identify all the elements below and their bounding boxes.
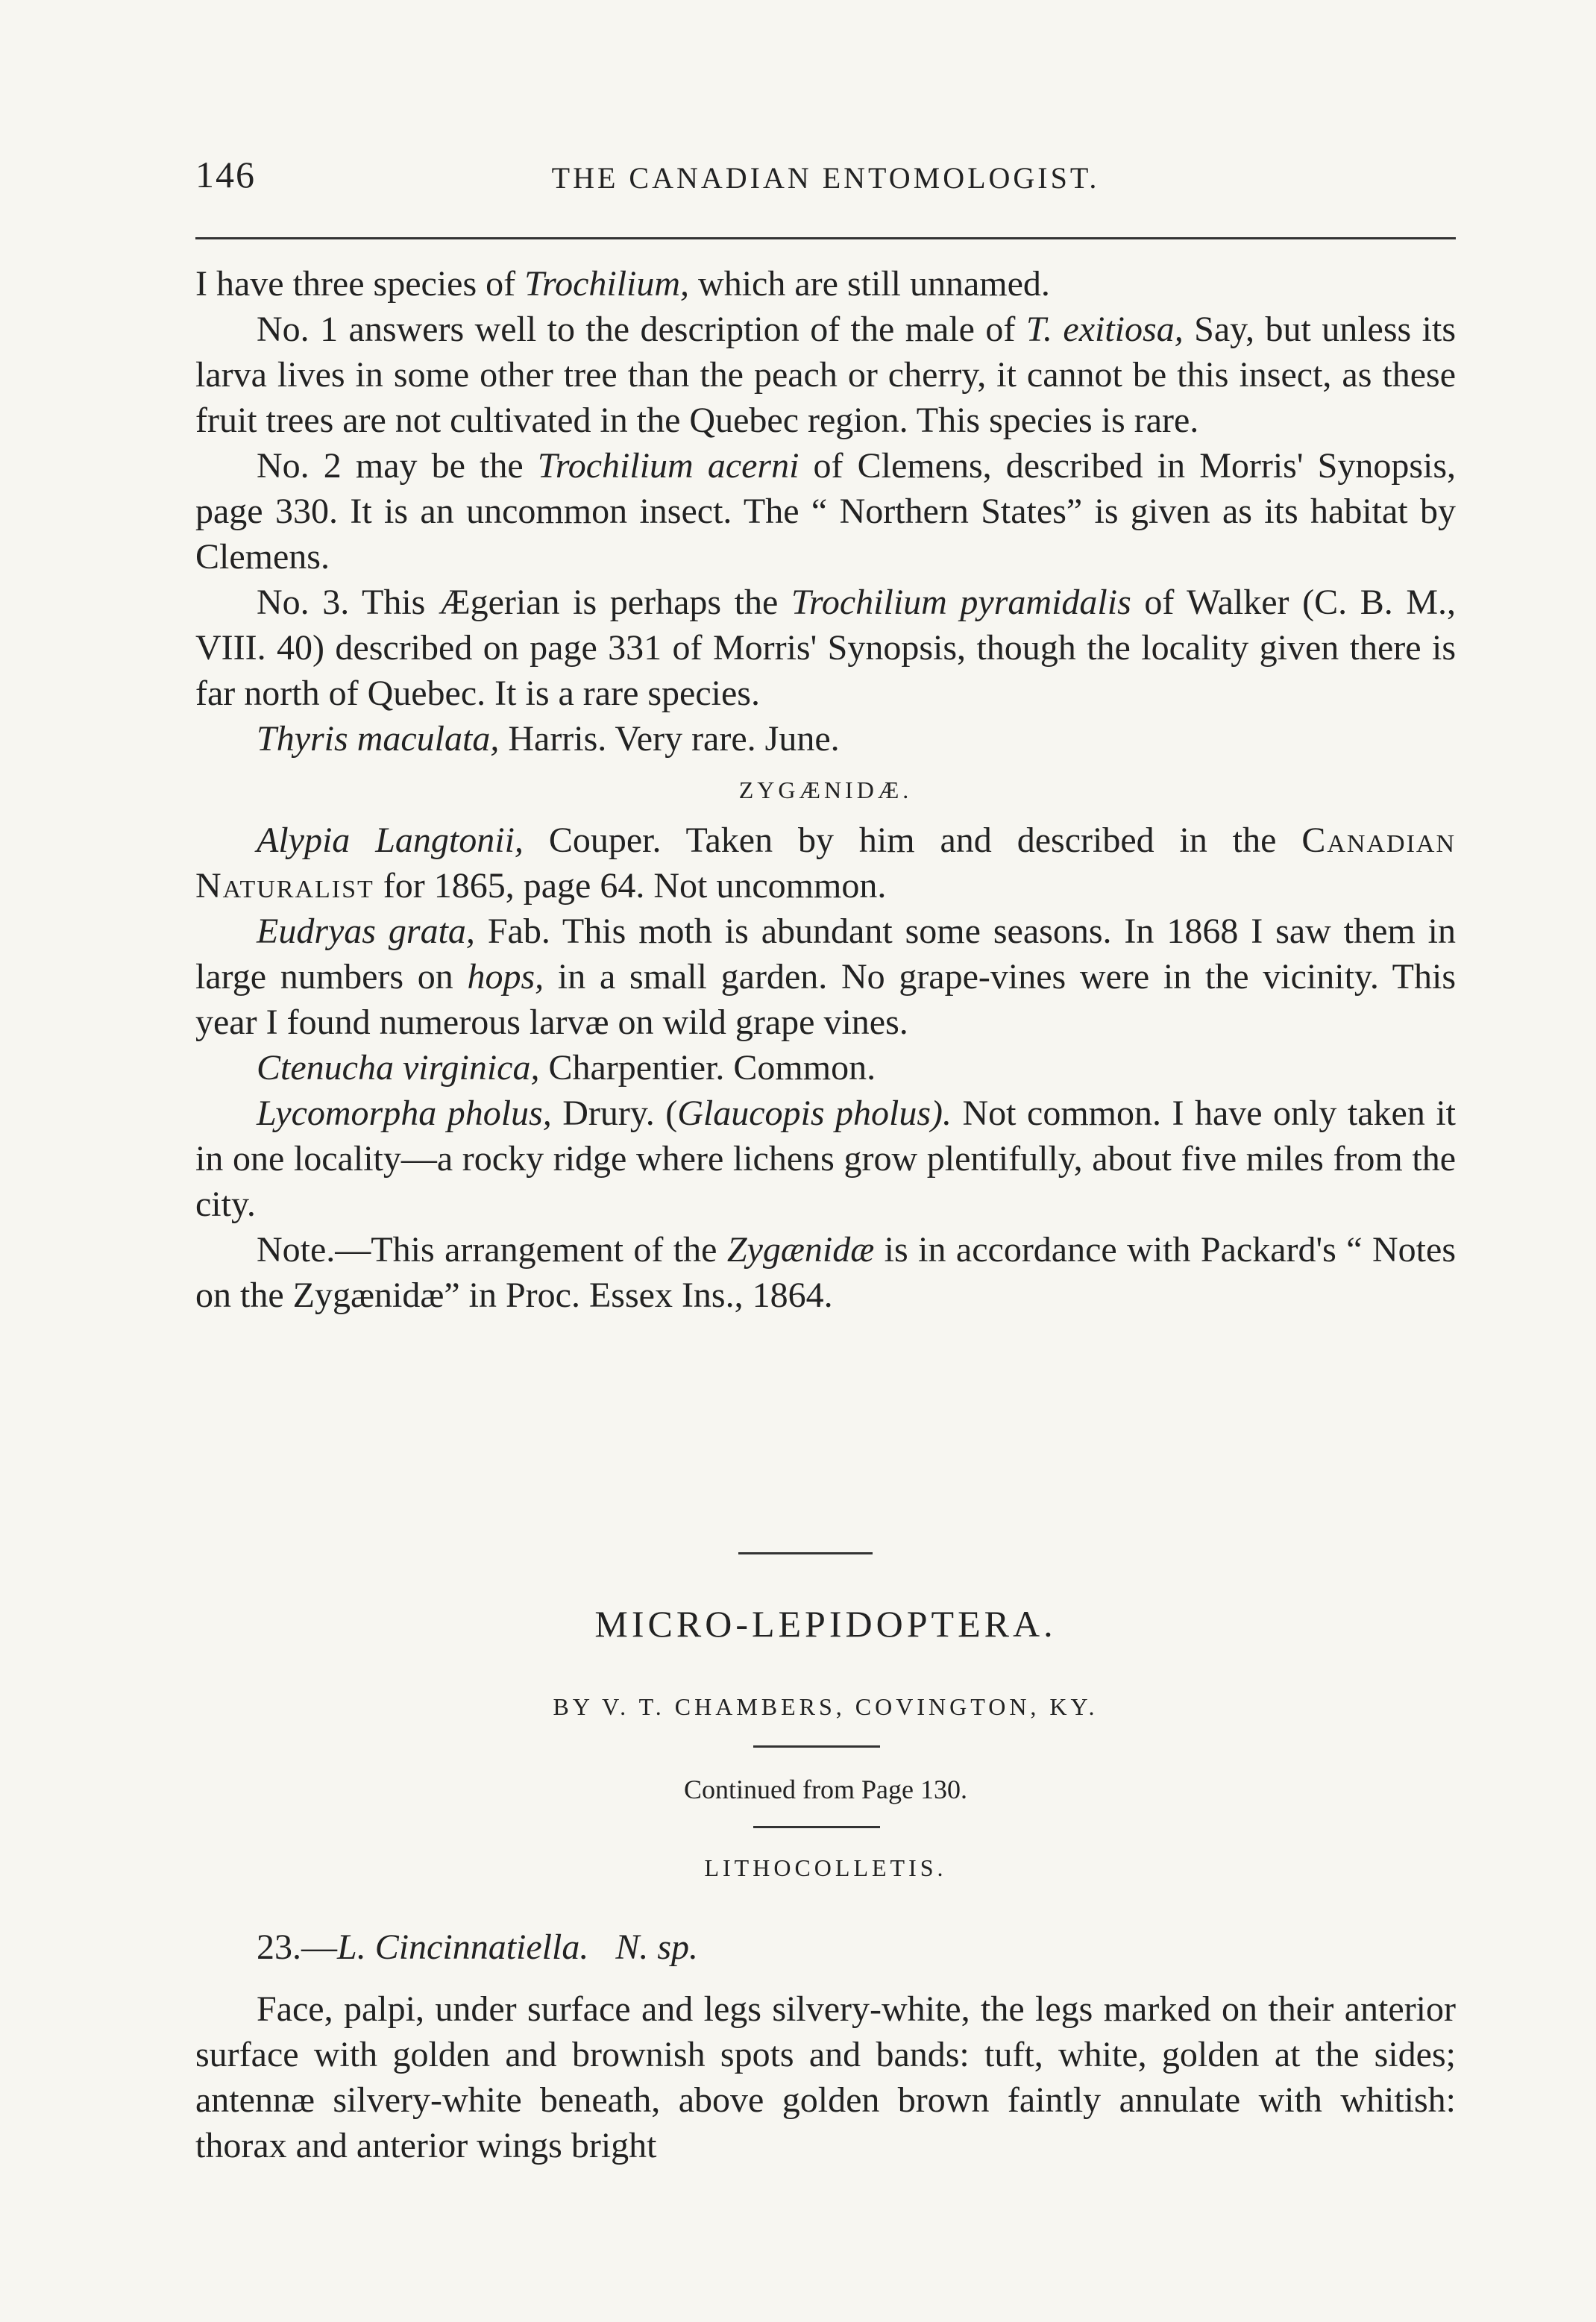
section-title: MICRO-LEPIDOPTERA. — [594, 1603, 1057, 1645]
paragraph-eudryas: Eudryas grata, Fab. This moth is abundant some seasons. In 1868 I saw them in large numbers on hops, in a small garden. No grape-vines were in the vicinity. This year I found numerous larvæ on wild grape vines. — [195, 911, 1457, 1042]
section-byline: BY V. T. CHAMBERS, COVINGTON, KY. — [553, 1693, 1099, 1720]
continued-rule — [753, 1826, 880, 1828]
paragraph-no3: No. 3. This Ægerian is perhaps the Trochilium pyramidalis of Walker (C. B. M., VIII. 40) described on page 331 of Morris' Synopsis, though the locality given there is far north of Quebec. It is a rare species. — [195, 583, 1457, 713]
header-rule — [195, 237, 1456, 239]
continued-note: Continued from Page 130. — [684, 1775, 967, 1804]
paragraph-trochilium-intro: I have three species of Trochilium, which are still unnamed. — [195, 264, 1050, 304]
paragraph-note: Note.—This arrangement of the Zygænidæ is in accordance with Packard's “ Notes on the Zygænidæ” in Proc. Essex Ins., 1864. — [195, 1230, 1457, 1315]
genus-heading: LITHOCOLLETIS. — [704, 1854, 947, 1881]
paragraph-alypia: Alypia Langtonii, Couper. Taken by him and described in the Canadian Naturalist for 1865, page 64. Not uncommon. — [195, 820, 1457, 906]
article-body — [195, 261, 1456, 1318]
page-number: 146 — [195, 154, 256, 195]
paragraph-ctenucha: Ctenucha virginica, Charpentier. Common. — [257, 1048, 876, 1088]
paragraph-thyris: Thyris maculata, Harris. Very rare. June. — [257, 719, 840, 759]
species-entry — [195, 1924, 1456, 2168]
page-header — [195, 153, 1456, 205]
species-description: Face, palpi, under surface and legs silvery-white, the legs marked on their anterior surface with golden and brownish spots and bands: tuft, white, golden at the sides; antennæ silvery-white beneath, above golden brown faintly annulate with whitish: thorax and anterior wings bright — [195, 1989, 1456, 2165]
paragraph-no1: No. 1 answers well to the description of the male of T. exitiosa, Say, but unless its larva lives in some other tree than the peach or cherry, it cannot be this insect, as these fruit trees are not cultivated in the Quebec region. This species is rare. — [195, 310, 1456, 440]
running-head: THE CANADIAN ENTOMOLOGIST. — [551, 161, 1100, 195]
paragraph-lycomorpha: Lycomorpha pholus, Drury. (Glaucopis pholus). Not common. I have only taken it in one locality—a rocky ridge where lichens grow plentifully, about five miles from the city. — [195, 1093, 1456, 1224]
byline-rule — [753, 1745, 880, 1748]
paragraph-no2: No. 2 may be the Trochilium acerni of Clemens, described in Morris' Synopsis, page 330. It is an uncommon insect. The “ Northern States” is given as its habitat by Clemens. — [195, 446, 1457, 577]
family-heading: ZYGÆNIDÆ. — [738, 776, 913, 803]
species-heading: 23.—L. Cincinnatiella. N. sp. — [257, 1927, 699, 1967]
section-divider — [738, 1552, 873, 1554]
